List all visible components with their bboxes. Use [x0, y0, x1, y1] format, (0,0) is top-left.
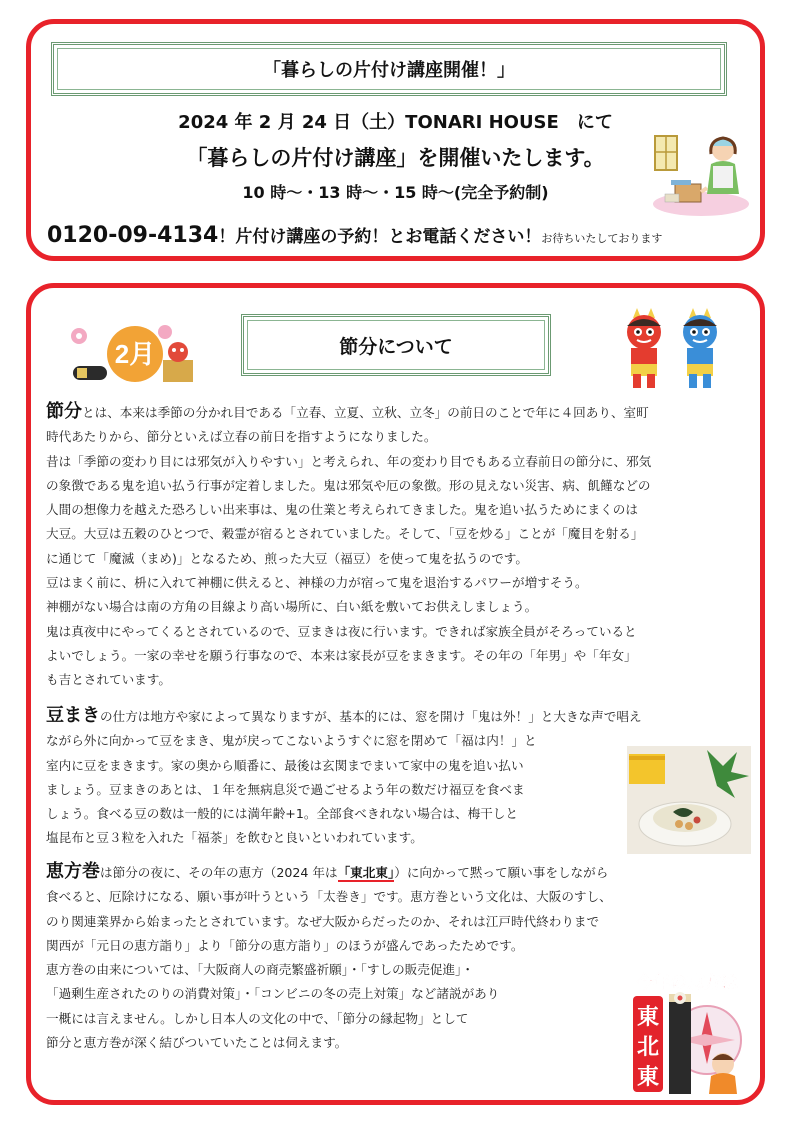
- event-announcement-box: [26, 19, 765, 261]
- reservation-line: [47, 222, 662, 248]
- ehoumaki-line: 恵方巻の由来については、「大阪商人の商売繁盛祈願」・「すしの販売促進」・: [46, 962, 474, 978]
- ehoumaki-line: 一概には言えません。しかし日本人の文化の中で、「節分の縁起物」として: [46, 1010, 469, 1026]
- ehou-badge-title: 今年の恵方は: [636, 973, 738, 992]
- mamemaki-line: ながら外に向かって豆をまき、鬼が戻ってこないようすぐに窓を閉めて「福は内！」と: [46, 733, 537, 749]
- setsubun-line: に通じて「魔滅（まめ)」となるため、煎った大豆（福豆）を使って鬼を払うのです。: [46, 550, 528, 566]
- setsubun-line: 昔は「季節の変わり目には邪気が入りやすい」と考えられ、年の変わり目でもある立春前日の節分に、邪気: [46, 453, 652, 469]
- mamemaki-line: しょう。食べる豆の数は一般的には満年齢+1。全部食べきれない場合は、梅干しと: [46, 806, 518, 822]
- fukucha-tea-photo: [627, 746, 751, 854]
- setsubun-line: 時代あたりから、節分といえば立春の前日を指すようになりました。: [46, 429, 437, 445]
- setsubun-line: 節分とは、本来は季節の分かれ目である「立春、立夏、立秋、立冬」の前日のことで年に４回あり、室町: [46, 401, 649, 422]
- setsubun-line: 鬼は真夜中にやってくるとされているので、豆まきは夜に行います。できれば家族全員がそろっていると: [46, 623, 637, 639]
- tidying-woman-illustration: [643, 132, 751, 218]
- ehoumaki-heading: 恵方巻: [46, 861, 100, 882]
- section-title: 節分について: [339, 335, 453, 358]
- setsubun-line: よいでしょう。一家の幸せを願う行事なので、本来は家長が豆をまきます。その年の「年男」や「年女」: [46, 647, 637, 663]
- ehoumaki-line: のり関連業界から始まったとされています。なぜ大阪からだったのか、それは江戸時代終わりまで: [46, 913, 600, 929]
- setsubun-heading: 節分: [46, 401, 82, 422]
- setsubun-line: も吉とされています。: [46, 672, 171, 688]
- ehoumaki-line: 食べると、厄除けになる、願い事が叶うという「太巻き」です。恵方巻という文化は、大阪のすし、: [46, 889, 612, 905]
- reservation-closing: お待ちいたしております: [541, 232, 663, 245]
- mamemaki-paragraph: [46, 704, 642, 851]
- mamemaki-line: 塩昆布と豆３粒を入れた「福茶」を飲むと良いといわれています。: [46, 830, 423, 846]
- red-and-blue-oni-illustration: [611, 308, 731, 392]
- ehou-direction-badge: [619, 968, 759, 1098]
- mamemaki-line: ましょう。豆まきのあとは、１年を無病息災で過ごせるよう年の数だけ福豆を食べま: [46, 781, 525, 797]
- event-name-line: 「暮らしの片付け講座」を開催いたします。: [186, 146, 605, 170]
- february-badge-illustration: [65, 322, 201, 388]
- setsubun-line: 神棚がない場合は南の方角の目線より高い場所に、白い紙を敷いてお供えしましょう。: [46, 599, 538, 615]
- event-date-venue: 2024 年 2 月 24 日（土）TONARI HOUSE にて: [178, 112, 613, 133]
- event-title: 「暮らしの片付け講座開催！」: [263, 60, 515, 81]
- ehoumaki-line: 「過剰生産されたのりの消費対策」・「コンビニの冬の売上対策」など諸説があり: [46, 986, 500, 1002]
- reservation-message: ！片付け講座の予約！とお電話ください！: [218, 227, 542, 247]
- event-title-frame: [51, 42, 727, 96]
- setsubun-line: の象徴である鬼を追い払う行事が定着しました。鬼は邪気や厄の象徴。形の見えない災害、病、飢饉などの: [46, 477, 651, 493]
- setsubun-article-box: [26, 283, 765, 1105]
- ehoumaki-paragraph: [46, 860, 612, 1055]
- setsubun-line: 人間の想像力を越えた恐ろしい出来事は、鬼の仕業と考えられてきました。鬼を追い払うためにまくのは: [46, 502, 638, 518]
- ehou-direction-char: 東: [636, 1064, 660, 1089]
- setsubun-line: 豆はまく前に、枡に入れて神棚に供えると、神様の力が宿って鬼を退治するパワーが増すそう。: [46, 575, 588, 591]
- mamemaki-line: 豆まきの仕方は地方や家によって異なりますが、基本的には、窓を開け「鬼は外！」と大きな声で唱え: [46, 705, 642, 726]
- month-badge-text: 2月: [114, 339, 156, 369]
- phone-number[interactable]: 0120-09-4134: [47, 223, 219, 248]
- event-times: 10 時～・13 時～・15 時～(完全予約制): [242, 183, 549, 202]
- setsubun-line: 大豆。大豆は五穀のひとつで、穀霊が宿るとされていました。そして、「豆を炒る」ことが「魔目を射る」: [46, 526, 644, 542]
- ehoumaki-line: 関西が「元日の恵方詣り」より「節分の恵方詣り」のほうが盛んであったためです。: [46, 937, 524, 953]
- mamemaki-line: 室内に豆をまきます。家の奥から順番に、最後は玄関までまいて家中の鬼を追い払い: [46, 757, 524, 773]
- setsubun-paragraph: [46, 400, 651, 693]
- ehou-direction-char: 北: [636, 1034, 660, 1059]
- ehoumaki-line: 節分と恵方巻が深く結びついていたことは伺えます。: [46, 1035, 348, 1051]
- ehoumaki-line: 恵方巻は節分の夜に、その年の恵方（2024 年は「東北東」）に向かって黙って願い事をしながら: [46, 861, 609, 882]
- mamemaki-heading: 豆まき: [46, 705, 100, 726]
- section-title-frame: [241, 314, 551, 376]
- ehou-direction-highlight: 「東北東」: [337, 865, 395, 880]
- ehou-direction-char: 東: [636, 1004, 660, 1029]
